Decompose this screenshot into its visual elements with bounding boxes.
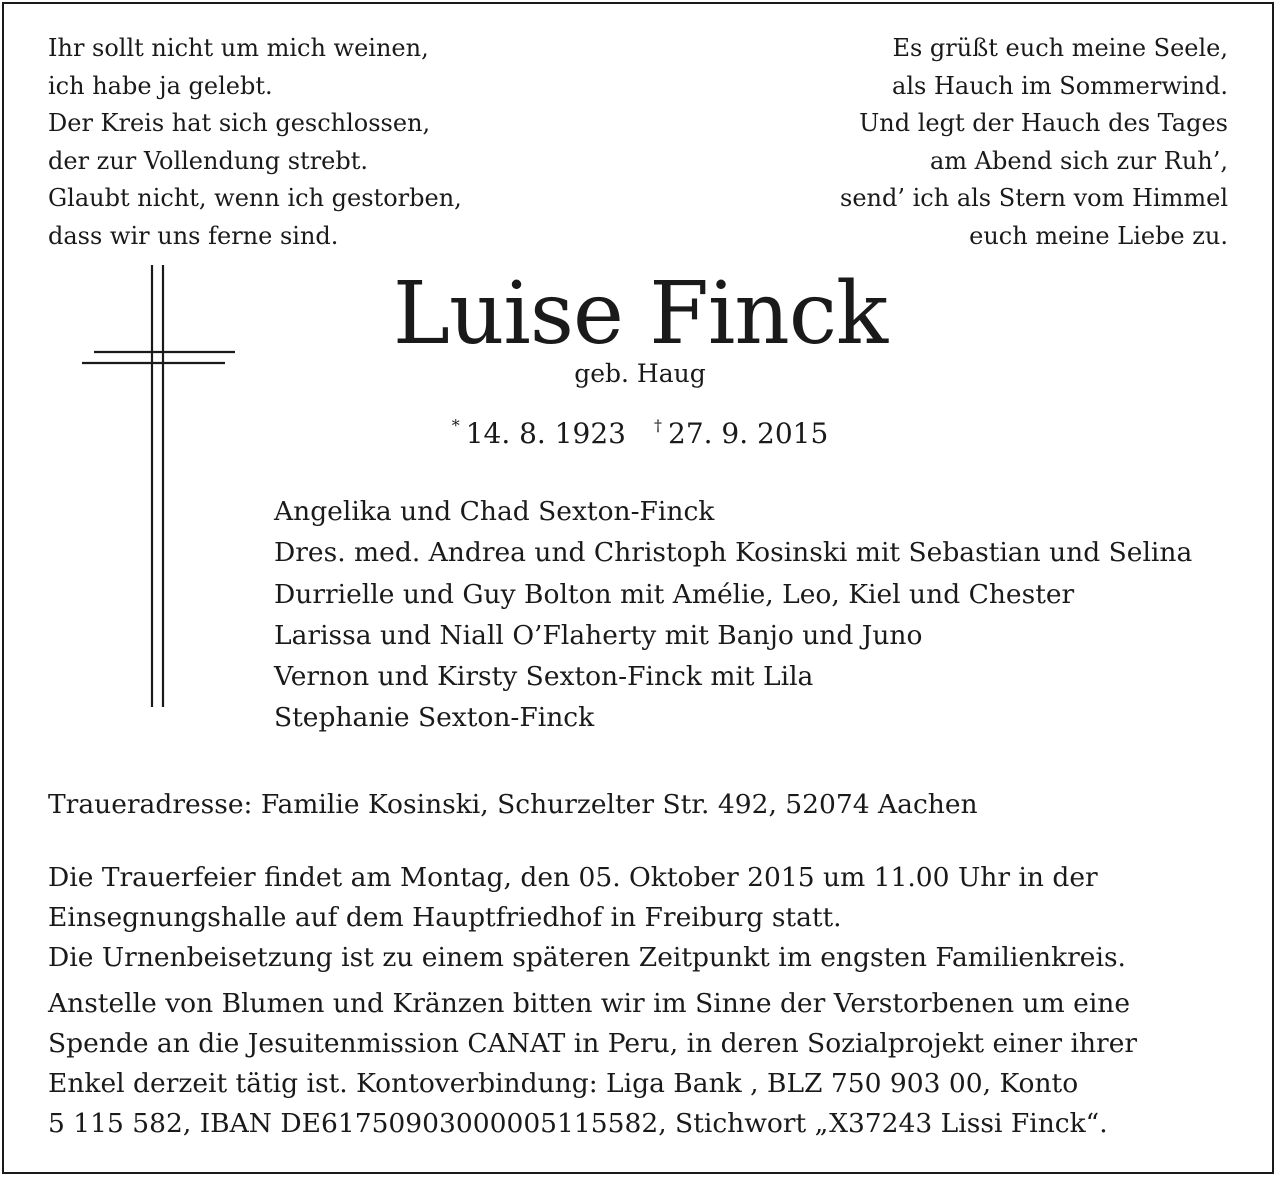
poem-right-line: als Hauch im Sommerwind. <box>892 71 1228 100</box>
donation-line: Spende an die Jesuitenmission CANAT in Peru, in deren Sozialprojekt einer ihrer <box>48 1028 1138 1059</box>
ceremony-line: Einsegnungshalle auf dem Hauptfriedhof in Freiburg statt. <box>48 902 842 933</box>
birth-date: 14. 8. 1923 <box>465 417 626 450</box>
donation-line: 5 115 582, IBAN DE61750903000005115582, Stichwort „X37243 Lissi Finck“. <box>48 1108 1108 1139</box>
poem-right-line: am Abend sich zur Ruh’, <box>929 146 1228 175</box>
poem-left-line: Ihr sollt nicht um mich weinen, <box>48 34 429 62</box>
mourner-line: Larissa und Niall O’Flaherty mit Banjo und Juno <box>274 619 923 651</box>
donation-paragraph <box>48 984 1248 1144</box>
poem-left-line: Glaubt nicht, wenn ich gestorben, <box>48 184 462 212</box>
mourners-list <box>274 491 1192 739</box>
mourner-line: Angelika und Chad Sexton-Finck <box>274 496 715 527</box>
poem-left-line: der zur Vollendung strebt. <box>48 146 369 175</box>
death-date: 27. 9. 2015 <box>668 417 829 450</box>
mourner-line: Stephanie Sexton-Finck <box>274 702 595 734</box>
mourner-line: Durrielle und Guy Bolton mit Amélie, Leo, Kiel und Chester <box>274 578 1075 610</box>
poem-right-line: Und legt der Hauch des Tages <box>859 109 1228 137</box>
ceremony-line: Die Urnenbeisetzung ist zu einem späteren Zeitpunkt im engsten Familienkreis. <box>48 942 1126 973</box>
poem-left-line: dass wir uns ferne sind. <box>48 221 339 250</box>
mourner-line: Vernon und Kirsty Sexton-Finck mit Lila <box>274 661 814 693</box>
mourning-address: Traueradresse: Familie Kosinski, Schurzelter Str. 492, 52074 Aachen <box>48 789 978 820</box>
poem-right <box>840 30 1228 255</box>
poem-left <box>48 30 462 255</box>
mourner-line: Dres. med. Andrea und Christoph Kosinski mit Sebastian und Selina <box>274 537 1193 569</box>
donation-line: Enkel derzeit tätig ist. Kontoverbindung: Liga Bank , BLZ 750 903 00, Konto <box>48 1068 1079 1099</box>
ceremony-line: Die Trauerfeier findet am Montag, den 05. Oktober 2015 um 11.00 Uhr in der <box>48 862 1098 893</box>
birth-name: geb. Haug <box>574 359 706 388</box>
deceased-name: Luise Finck <box>392 264 888 364</box>
poem-right-line: Es grüßt euch meine Seele, <box>892 34 1228 62</box>
poem-right-line: send’ ich als Stern vom Himmel <box>840 184 1228 212</box>
life-dates <box>0 406 1280 454</box>
birth-star-icon: * <box>451 416 460 435</box>
poem-left-line: ich habe ja gelebt. <box>48 71 273 100</box>
ceremony-paragraph <box>48 858 1248 978</box>
death-cross-icon: † <box>654 416 662 435</box>
poem-left-line: Der Kreis hat sich geschlossen, <box>48 109 431 137</box>
donation-line: Anstelle von Blumen und Kränzen bitten wir im Sinne der Verstorbenen um eine <box>48 988 1131 1019</box>
poem-right-line: euch meine Liebe zu. <box>969 221 1228 250</box>
